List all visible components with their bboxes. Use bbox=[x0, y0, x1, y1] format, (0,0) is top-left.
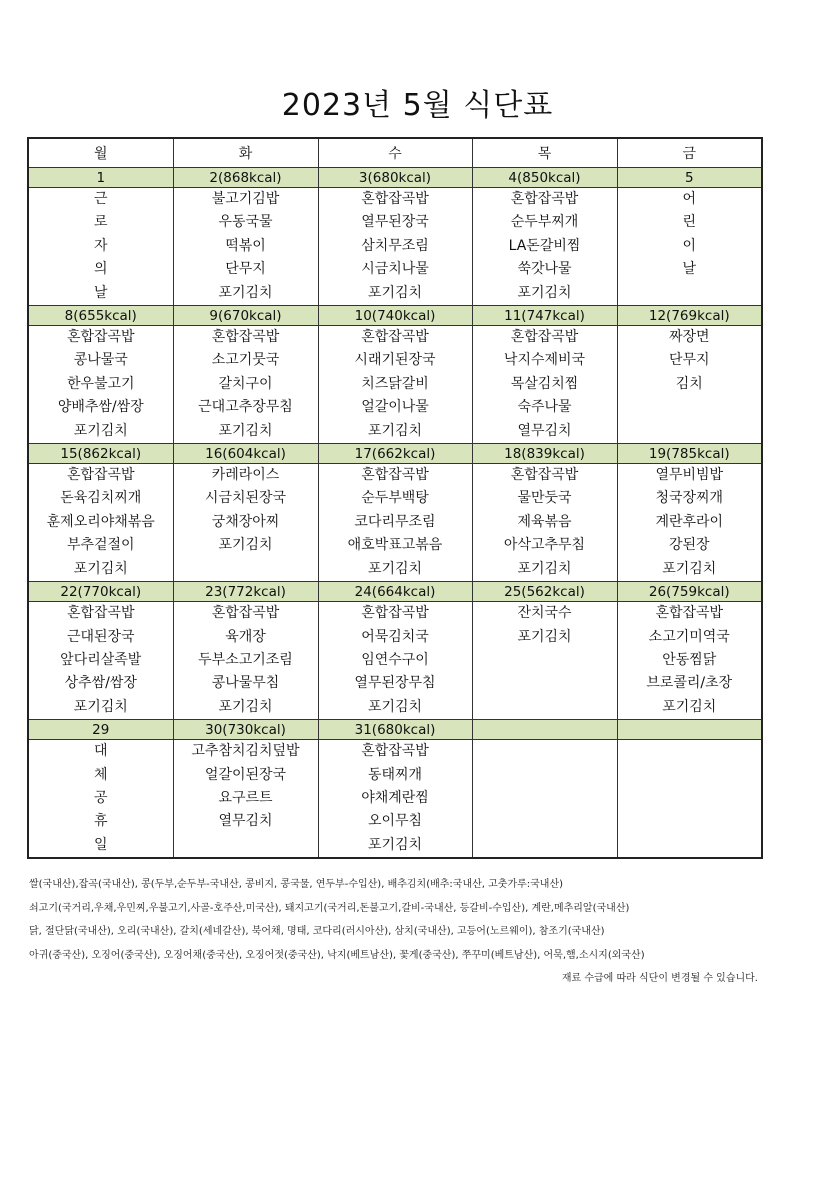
menu-item: 아삭고추무침 bbox=[503, 537, 586, 554]
menu-row bbox=[28, 464, 762, 582]
menu-item: 포기김치 bbox=[73, 560, 128, 577]
menu-item: 잔치국수 bbox=[517, 605, 572, 622]
menu-row bbox=[28, 602, 762, 720]
menu-cell bbox=[173, 740, 318, 859]
menu-item bbox=[618, 834, 762, 857]
menu-cell bbox=[173, 326, 318, 444]
menu-item: 동태찌개 bbox=[367, 766, 423, 783]
menu-item: 강된장 bbox=[668, 537, 710, 554]
menu-item: 순두부찌개 bbox=[510, 214, 579, 231]
menu-item: 콩나물국 bbox=[73, 352, 128, 369]
menu-item: 포기김치 bbox=[367, 836, 423, 853]
menu-item bbox=[618, 420, 762, 443]
menu-item: 훈제오리야채볶음 bbox=[46, 513, 155, 530]
menu-item: 청국장찌개 bbox=[655, 490, 724, 507]
menu-item: 근대고추장무침 bbox=[198, 399, 293, 416]
menu-cell bbox=[28, 464, 173, 582]
menu-item: 숙주나물 bbox=[517, 399, 572, 416]
menu-item: 포기김치 bbox=[662, 560, 717, 577]
menu-item: 계란후라이 bbox=[655, 513, 724, 530]
menu-item: 애호박표고볶음 bbox=[347, 537, 443, 554]
origin-note: 쌀(국내산),잡곡(국내산), 콩(두부,순두부-국내산, 콩비지, 콩국물, 연두부-수입산), 배추김치(배추:국내산, 고춧가루:국내산) bbox=[29, 879, 564, 890]
menu-item: 혼합잡곡밥 bbox=[361, 743, 429, 760]
menu-item: 날 bbox=[93, 284, 108, 301]
menu-item: 이 bbox=[682, 237, 697, 254]
menu-item bbox=[618, 396, 762, 419]
menu-item: 날 bbox=[682, 261, 697, 278]
menu-item: 어 bbox=[682, 191, 697, 207]
menu-item: 혼합잡곡밥 bbox=[66, 605, 135, 622]
menu-item: 포기김치 bbox=[517, 560, 572, 577]
menu-item: 소고기뭇국 bbox=[211, 352, 280, 369]
date-cell: 3(680kcal) bbox=[318, 168, 472, 188]
menu-item: 린 bbox=[682, 214, 697, 231]
menu-item: 포기김치 bbox=[218, 284, 273, 301]
weekday-header: 수 bbox=[318, 138, 472, 168]
menu-cell bbox=[472, 602, 617, 720]
menu-item: 앞다리살족발 bbox=[60, 651, 142, 668]
menu-cell bbox=[318, 188, 472, 306]
menu-item: 어묵김치국 bbox=[361, 628, 429, 645]
date-cell: 22(770kcal) bbox=[28, 582, 173, 602]
menu-item: 포기김치 bbox=[367, 422, 423, 439]
menu-item bbox=[473, 649, 617, 672]
menu-cell bbox=[28, 740, 173, 859]
menu-item: 휴 bbox=[93, 813, 108, 830]
menu-item: 코다리무조림 bbox=[354, 513, 436, 530]
menu-item: 안동찜닭 bbox=[662, 651, 717, 668]
menu-item bbox=[473, 764, 617, 787]
date-cell: 23(772kcal) bbox=[173, 582, 318, 602]
menu-item: 부추겉절이 bbox=[66, 537, 135, 554]
menu-row bbox=[28, 326, 762, 444]
menu-cell bbox=[617, 464, 762, 582]
date-cell: 10(740kcal) bbox=[318, 306, 472, 326]
menu-row bbox=[28, 740, 762, 859]
menu-item: 얼갈이나물 bbox=[361, 399, 429, 416]
change-notice: 재료 수급에 따라 식단이 변경될 수 있습니다. bbox=[561, 973, 758, 984]
origin-note: 아귀(중국산), 오징어(중국산), 오징어채(중국산), 오징어젓(중국산), 낙지(베트남산), 꽃게(중국산), 쭈꾸미(베트남산), 어묵,햄,소시지(외국산) bbox=[29, 949, 645, 961]
menu-item: 포기김치 bbox=[218, 698, 273, 715]
menu-cell bbox=[28, 326, 173, 444]
menu-item: 낙지수제비국 bbox=[503, 352, 586, 369]
menu-item bbox=[618, 764, 762, 787]
date-cell: 2(868kcal) bbox=[173, 168, 318, 188]
menu-item: 포기김치 bbox=[218, 537, 273, 554]
menu-item: 혼합잡곡밥 bbox=[510, 329, 579, 346]
date-cell: 15(862kcal) bbox=[28, 444, 173, 464]
menu-item: 혼합잡곡밥 bbox=[361, 605, 429, 622]
menu-item: 시래기된장국 bbox=[354, 352, 436, 369]
menu-item: 혼합잡곡밥 bbox=[211, 329, 280, 346]
menu-item: 야채계란찜 bbox=[361, 789, 429, 806]
menu-item: 포기김치 bbox=[73, 698, 128, 715]
menu-item bbox=[473, 787, 617, 810]
menu-item: 얼갈이된장국 bbox=[204, 766, 287, 783]
menu-item: 체 bbox=[93, 766, 108, 783]
menu-item: 포기김치 bbox=[367, 284, 423, 301]
menu-item: 양배추쌈/쌈장 bbox=[57, 399, 144, 416]
date-cell bbox=[617, 720, 762, 740]
menu-item: 자 bbox=[93, 237, 108, 254]
menu-cell bbox=[472, 326, 617, 444]
menu-item: 임연수구이 bbox=[361, 651, 429, 668]
menu-item: 혼합잡곡밥 bbox=[361, 467, 429, 484]
menu-item: 일 bbox=[93, 836, 108, 853]
menu-item: 시금치나물 bbox=[361, 261, 429, 278]
weekday-header: 목 bbox=[472, 138, 617, 168]
menu-item: 콩나물무침 bbox=[211, 675, 280, 692]
menu-item: 의 bbox=[93, 261, 108, 278]
menu-item: 짜장면 bbox=[668, 329, 710, 346]
menu-item: 갈치구이 bbox=[218, 375, 273, 392]
menu-row bbox=[28, 188, 762, 306]
date-row bbox=[28, 582, 762, 602]
menu-item: 포기김치 bbox=[218, 422, 273, 439]
menu-cell bbox=[472, 740, 617, 859]
menu-item: 포기김치 bbox=[662, 698, 717, 715]
date-cell: 26(759kcal) bbox=[617, 582, 762, 602]
date-cell: 8(655kcal) bbox=[28, 306, 173, 326]
date-row bbox=[28, 720, 762, 740]
menu-item: 열무된장국 bbox=[361, 214, 429, 231]
menu-item: 로 bbox=[93, 214, 108, 231]
menu-cell bbox=[472, 188, 617, 306]
menu-table bbox=[27, 137, 763, 859]
menu-item: 단무지 bbox=[225, 261, 266, 278]
menu-item: 순두부백탕 bbox=[361, 490, 429, 507]
menu-item bbox=[473, 834, 617, 857]
menu-item: 열무비빔밥 bbox=[655, 467, 724, 484]
date-cell: 4(850kcal) bbox=[472, 168, 617, 188]
menu-item: 브로콜리/초장 bbox=[646, 675, 733, 692]
menu-item: 소고기미역국 bbox=[648, 628, 730, 645]
weekday-header-row bbox=[28, 138, 762, 168]
menu-item bbox=[473, 672, 617, 695]
menu-item: 열무김치 bbox=[517, 422, 572, 439]
origin-note: 쇠고기(국거리,우채,우민찌,우불고기,사골-호주산,미국산), 돼지고기(국거리,돈불고기,갈비-국내산, 등갈비-수입산), 계란,메추리알(국내산) bbox=[29, 902, 630, 914]
menu-item: 포기김치 bbox=[367, 560, 423, 577]
menu-item: 쑥갓나물 bbox=[517, 261, 572, 278]
menu-item bbox=[618, 787, 762, 810]
menu-item: 고추참치김치덮밥 bbox=[191, 743, 300, 760]
weekday-header: 금 bbox=[617, 138, 762, 168]
menu-item: 카레라이스 bbox=[211, 467, 280, 484]
menu-item bbox=[618, 740, 762, 763]
menu-item: 육개장 bbox=[225, 628, 266, 645]
menu-cell bbox=[617, 602, 762, 720]
menu-item: 치즈닭갈비 bbox=[361, 375, 429, 392]
menu-item: 상추쌈/쌈장 bbox=[64, 675, 137, 692]
menu-item bbox=[174, 558, 318, 581]
menu-item: 오이무침 bbox=[367, 813, 423, 830]
menu-item: 돈육김치찌개 bbox=[60, 490, 142, 507]
date-cell: 25(562kcal) bbox=[472, 582, 617, 602]
menu-cell bbox=[173, 188, 318, 306]
menu-item: 열무김치 bbox=[218, 813, 273, 830]
menu-item: 포기김치 bbox=[367, 698, 423, 715]
menu-cell bbox=[617, 188, 762, 306]
menu-item bbox=[473, 740, 617, 763]
menu-item: 포기김치 bbox=[517, 284, 572, 301]
menu-item: 혼합잡곡밥 bbox=[655, 605, 724, 622]
menu-item: 근 bbox=[93, 191, 108, 207]
menu-item: 목살김치찜 bbox=[510, 375, 579, 392]
menu-cell bbox=[28, 188, 173, 306]
origin-notes bbox=[29, 873, 764, 991]
menu-item: 혼합잡곡밥 bbox=[510, 191, 579, 207]
date-cell: 9(670kcal) bbox=[173, 306, 318, 326]
menu-item: 한우불고기 bbox=[66, 375, 135, 392]
menu-cell bbox=[173, 602, 318, 720]
menu-item bbox=[174, 834, 318, 857]
weekday-header: 화 bbox=[173, 138, 318, 168]
menu-cell bbox=[318, 602, 472, 720]
menu-item: 시금치된장국 bbox=[204, 490, 287, 507]
menu-item: 대 bbox=[93, 743, 108, 760]
menu-item bbox=[473, 696, 617, 719]
date-cell: 29 bbox=[28, 720, 173, 740]
menu-item: 삼치무조림 bbox=[361, 237, 429, 254]
date-cell: 18(839kcal) bbox=[472, 444, 617, 464]
menu-item: 김치 bbox=[675, 375, 703, 392]
menu-item: 열무된장무침 bbox=[354, 675, 436, 692]
date-cell: 17(662kcal) bbox=[318, 444, 472, 464]
menu-cell bbox=[617, 326, 762, 444]
date-cell: 30(730kcal) bbox=[173, 720, 318, 740]
date-cell: 11(747kcal) bbox=[472, 306, 617, 326]
menu-item bbox=[473, 810, 617, 833]
menu-item: LA돈갈비찜 bbox=[508, 237, 581, 254]
date-row bbox=[28, 444, 762, 464]
date-cell: 31(680kcal) bbox=[318, 720, 472, 740]
date-cell bbox=[472, 720, 617, 740]
menu-cell bbox=[318, 464, 472, 582]
menu-item: 혼합잡곡밥 bbox=[510, 467, 579, 484]
menu-cell bbox=[472, 464, 617, 582]
menu-item: 제육볶음 bbox=[517, 513, 572, 530]
menu-item: 궁채장아찌 bbox=[211, 513, 280, 530]
date-row bbox=[28, 306, 762, 326]
menu-item: 떡볶이 bbox=[225, 237, 266, 254]
date-cell: 24(664kcal) bbox=[318, 582, 472, 602]
date-cell: 12(769kcal) bbox=[617, 306, 762, 326]
menu-item: 물만둣국 bbox=[517, 490, 572, 507]
menu-item: 요구르트 bbox=[218, 789, 273, 806]
menu-item: 혼합잡곡밥 bbox=[66, 467, 135, 484]
menu-item: 단무지 bbox=[668, 352, 710, 369]
menu-item: 두부소고기조림 bbox=[198, 651, 293, 668]
date-cell: 1 bbox=[28, 168, 173, 188]
menu-item: 불고기김밥 bbox=[211, 191, 280, 207]
menu-item: 혼합잡곡밥 bbox=[361, 329, 429, 346]
menu-item: 포기김치 bbox=[517, 628, 572, 645]
menu-cell bbox=[28, 602, 173, 720]
menu-cell bbox=[173, 464, 318, 582]
page-title: 2023년 5월 식단표 bbox=[281, 88, 554, 123]
menu-item: 포기김치 bbox=[73, 422, 128, 439]
menu-item: 혼합잡곡밥 bbox=[361, 191, 429, 207]
menu-item: 공 bbox=[93, 789, 108, 806]
menu-cell bbox=[318, 740, 472, 859]
menu-cell bbox=[617, 740, 762, 859]
menu-item bbox=[618, 282, 762, 305]
menu-item: 우동국물 bbox=[218, 214, 273, 231]
origin-note: 닭, 절단닭(국내산), 오리(국내산), 갈치(세네갈산), 북어채, 명태, 코다리(러시아산), 삼치(국내산), 고등어(노르웨이), 참조기(국내산) bbox=[29, 926, 605, 937]
menu-item: 혼합잡곡밥 bbox=[66, 329, 135, 346]
date-cell: 16(604kcal) bbox=[173, 444, 318, 464]
menu-body bbox=[28, 168, 762, 859]
date-cell: 19(785kcal) bbox=[617, 444, 762, 464]
menu-item: 혼합잡곡밥 bbox=[211, 605, 280, 622]
menu-cell bbox=[318, 326, 472, 444]
menu-item: 근대된장국 bbox=[66, 628, 135, 645]
weekday-header: 월 bbox=[28, 138, 173, 168]
date-row bbox=[28, 168, 762, 188]
date-cell: 5 bbox=[617, 168, 762, 188]
menu-item bbox=[618, 810, 762, 833]
